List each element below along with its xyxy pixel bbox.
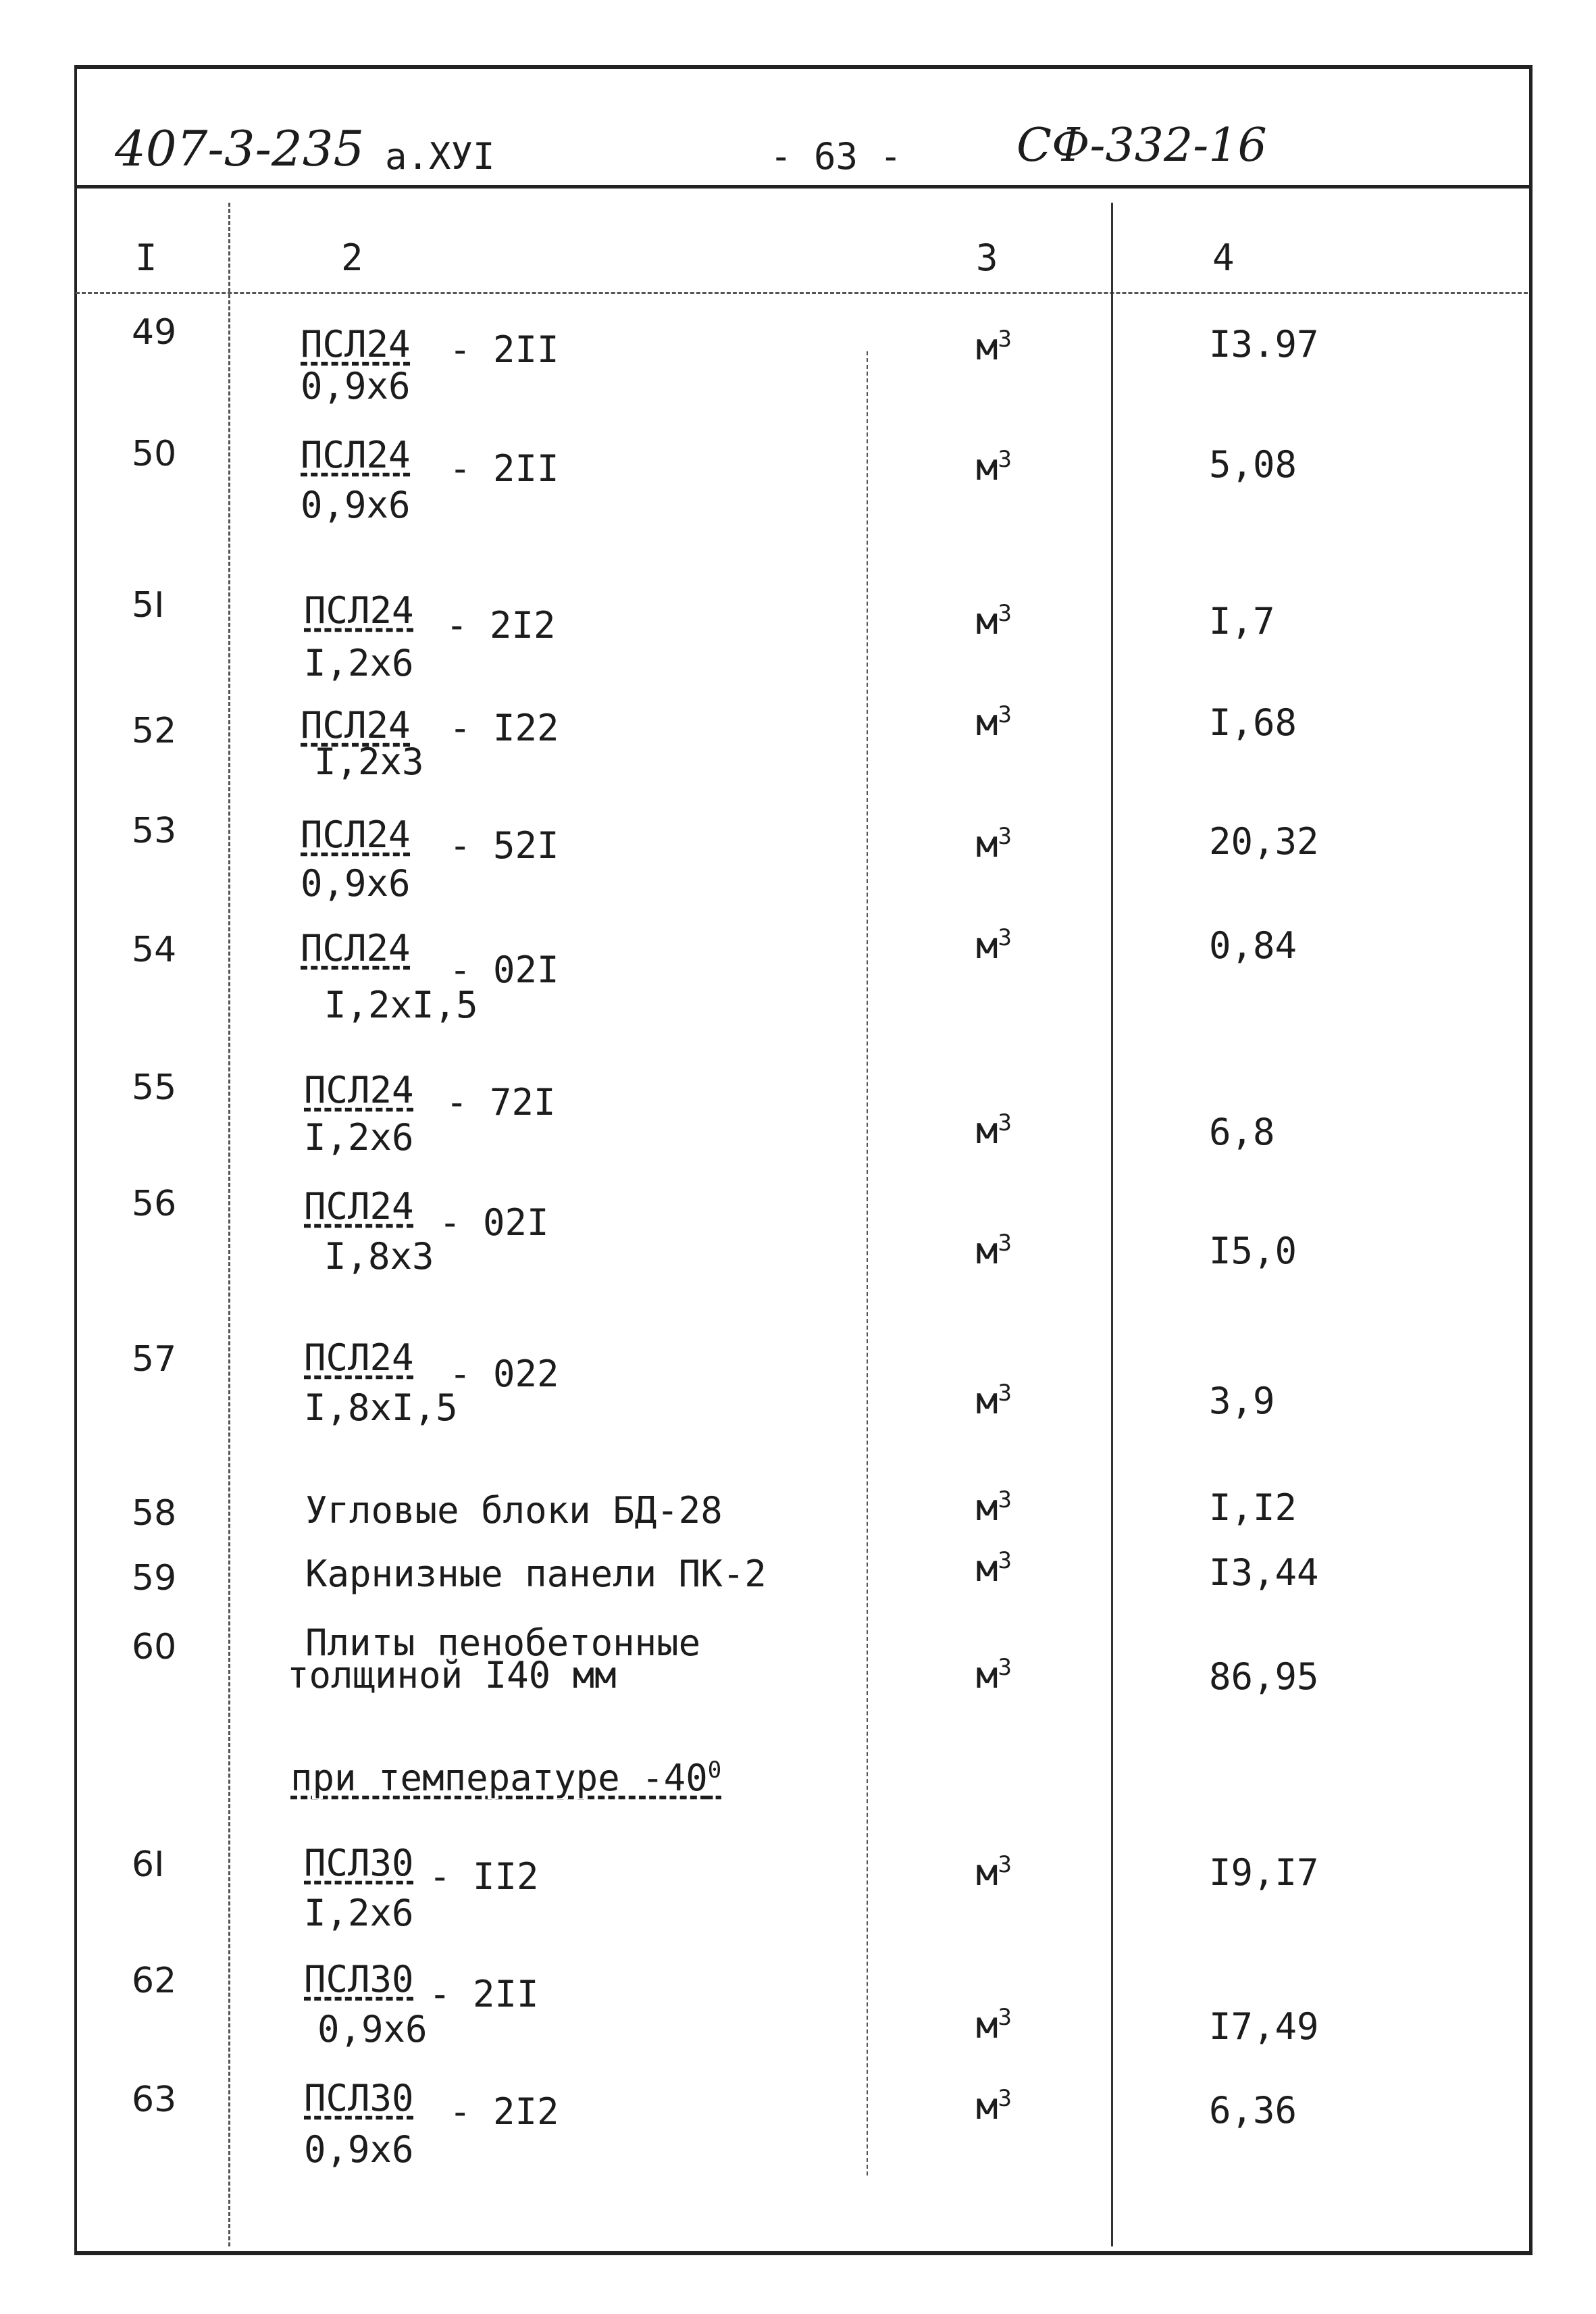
item-size: I,8х3 (324, 1235, 434, 1278)
doc-number: 407-3-235 (115, 120, 365, 177)
item-description: Плиты пенобетонные (305, 1621, 701, 1664)
item-mark: ПСЛ24 (301, 927, 411, 970)
row-number: 49 (132, 312, 177, 353)
value-cell: 20,32 (1209, 820, 1319, 863)
col-header-3: 3 (976, 236, 998, 279)
row-number: 60 (132, 1627, 177, 1667)
unit-cell: $м^3$ (976, 1654, 1012, 1696)
unit-cell: $м^3$ (976, 1486, 1012, 1529)
row-number: 6I (132, 1844, 165, 1885)
item-code: - 72I (446, 1081, 556, 1124)
item-code: - 022 (449, 1353, 559, 1395)
unit-cell: $м^3$ (976, 600, 1012, 643)
row-number: 56 (132, 1184, 177, 1224)
item-code: - 2II (429, 1973, 539, 2015)
value-cell: I,68 (1209, 701, 1297, 744)
unit-cell: $м^3$ (976, 446, 1012, 488)
item-mark: ПСЛ24 (304, 1336, 414, 1379)
value-cell: 86,95 (1209, 1655, 1319, 1698)
item-mark: ПСЛ24 (301, 813, 411, 856)
item-mark: ПСЛ30 (304, 1958, 414, 2001)
value-cell: I3.97 (1209, 323, 1319, 366)
item-size: 0,9х6 (301, 862, 411, 905)
value-cell: 0,84 (1209, 924, 1297, 967)
section-heading: при температуре $-40^0$ (290, 1757, 722, 1799)
row-number: 53 (132, 811, 177, 851)
item-size: I,8хI,5 (304, 1386, 458, 1429)
item-mark: ПСЛ24 (304, 1185, 414, 1228)
header-rule (76, 185, 1529, 188)
item-mark: ПСЛ24 (301, 704, 411, 747)
item-code: - I22 (449, 707, 559, 749)
item-mark: ПСЛ30 (304, 1842, 414, 1884)
row-number: 55 (132, 1067, 177, 1108)
unit-cell: $м^3$ (976, 924, 1012, 967)
row-number: 58 (132, 1493, 177, 1534)
col-header-4: 4 (1212, 236, 1235, 279)
value-cell: I,I2 (1209, 1486, 1297, 1529)
item-size: 0,9х6 (317, 2008, 428, 2051)
value-cell: I9,I7 (1209, 1851, 1319, 1894)
unit-cell: $м^3$ (976, 2085, 1012, 2128)
col-sep-2 (867, 351, 868, 2175)
unit-cell: $м^3$ (976, 1547, 1012, 1590)
unit-cell: $м^3$ (976, 1230, 1012, 1272)
row-number: 5I (132, 585, 165, 626)
row-number: 59 (132, 1558, 177, 1599)
row-number: 62 (132, 1961, 177, 2001)
col-sep-1 (228, 203, 230, 2246)
item-description: Угловые блоки БД-28 (305, 1489, 723, 1532)
value-cell: 5,08 (1209, 443, 1297, 486)
unit-cell: $м^3$ (976, 326, 1012, 368)
value-cell: I3,44 (1209, 1551, 1319, 1594)
unit-cell: $м^3$ (976, 2004, 1012, 2046)
item-mark: ПСЛ24 (304, 1069, 414, 1111)
item-code: - 02I (449, 949, 559, 991)
row-number: 50 (132, 434, 177, 474)
col-sep-3 (1111, 203, 1113, 2246)
item-code: - 2II (449, 328, 559, 371)
album-label: а.ХУI (385, 135, 495, 178)
item-code: - 02I (439, 1201, 549, 1244)
item-code: - II2 (429, 1855, 539, 1898)
item-mark: ПСЛ24 (304, 589, 414, 632)
value-cell: 3,9 (1209, 1380, 1275, 1422)
item-description: Карнизные панели ПК-2 (305, 1553, 767, 1595)
item-code: - 2I2 (449, 2090, 559, 2133)
item-size: I,2х3 (314, 740, 424, 783)
unit-cell: $м^3$ (976, 1380, 1012, 1422)
value-cell: I5,0 (1209, 1230, 1297, 1272)
row-number: 54 (132, 930, 177, 970)
item-size: 0,9х6 (304, 2128, 414, 2171)
value-cell: I7,49 (1209, 2005, 1319, 2048)
row-number: 57 (132, 1339, 177, 1380)
item-mark: ПСЛ24 (301, 434, 411, 476)
row-number: 52 (132, 711, 177, 751)
item-size: 0,9х6 (301, 365, 411, 407)
item-mark: ПСЛ30 (304, 2077, 414, 2119)
unit-cell: $м^3$ (976, 701, 1012, 744)
unit-cell: $м^3$ (976, 1109, 1012, 1152)
value-cell: 6,8 (1209, 1111, 1275, 1153)
item-code: - 52I (449, 824, 559, 867)
unit-cell: $м^3$ (976, 823, 1012, 865)
item-size: I,2х6 (304, 642, 414, 684)
row-number: 63 (132, 2080, 177, 2120)
item-code: - 2II (449, 447, 559, 490)
item-size: 0,9х6 (301, 484, 411, 526)
item-mark: ПСЛ24 (301, 323, 411, 366)
col-header-1: I (135, 236, 157, 279)
item-size: I,2х6 (304, 1116, 414, 1159)
document-code: СФ-332-16 (1016, 119, 1267, 172)
unit-cell: $м^3$ (976, 1851, 1012, 1894)
page-frame (74, 65, 1533, 2255)
column-header-rule (76, 292, 1528, 294)
item-size: I,2х6 (304, 1892, 414, 1934)
value-cell: 6,36 (1209, 2089, 1297, 2132)
page-number: - 63 - (770, 135, 902, 178)
item-description-line2: толщиной I40 мм (287, 1654, 617, 1696)
col-header-2: 2 (341, 236, 363, 279)
item-code: - 2I2 (446, 604, 556, 647)
value-cell: I,7 (1209, 600, 1275, 643)
item-size: I,2хI,5 (324, 984, 478, 1026)
